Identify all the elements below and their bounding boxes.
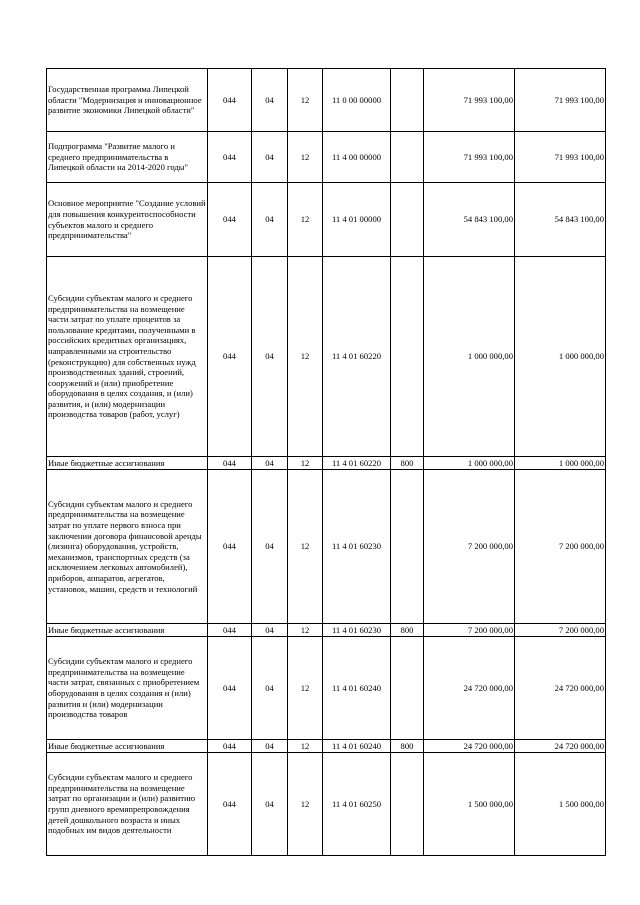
section-code-cell: 04 <box>252 740 288 753</box>
subsection-code-cell: 12 <box>288 69 323 132</box>
expense-type-cell <box>391 69 424 132</box>
amount-cell-2: 71 993 100,00 <box>515 69 606 132</box>
section-code-cell: 04 <box>252 132 288 183</box>
ministry-code-cell: 044 <box>208 457 252 470</box>
amount-cell-1: 7 200 000,00 <box>424 624 515 637</box>
amount-cell-1: 71 993 100,00 <box>424 132 515 183</box>
section-code-cell: 04 <box>252 183 288 257</box>
row-name-cell: Государственная программа Липецкой области "Модернизация и инновационное развитие экономики Липецкой области" <box>47 69 208 132</box>
amount-cell-2: 71 993 100,00 <box>515 132 606 183</box>
target-article-cell: 11 4 01 60240 <box>323 637 391 740</box>
row-name-cell: Иные бюджетные ассигнования <box>47 457 208 470</box>
section-code-cell: 04 <box>252 470 288 624</box>
amount-cell-1: 24 720 000,00 <box>424 637 515 740</box>
ministry-code-cell: 044 <box>208 132 252 183</box>
row-name-cell: Иные бюджетные ассигнования <box>47 624 208 637</box>
ministry-code-cell: 044 <box>208 257 252 457</box>
amount-cell-1: 1 000 000,00 <box>424 257 515 457</box>
amount-cell-2: 1 000 000,00 <box>515 457 606 470</box>
table-row <box>47 457 606 470</box>
table-row <box>47 257 606 457</box>
amount-cell-2: 24 720 000,00 <box>515 637 606 740</box>
table-row <box>47 753 606 856</box>
row-name-cell: Субсидии субъектам малого и среднего предпринимательства на возмещение затрат по организации и (или) развитию групп дневного времяпрепровождения детей дошкольного возраста и иных подобных им видов деятельности <box>47 753 208 856</box>
expense-type-cell: 800 <box>391 624 424 637</box>
expense-type-cell <box>391 257 424 457</box>
ministry-code-cell: 044 <box>208 183 252 257</box>
expense-type-cell <box>391 470 424 624</box>
subsection-code-cell: 12 <box>288 183 323 257</box>
amount-cell-1: 1 500 000,00 <box>424 753 515 856</box>
target-article-cell: 11 4 01 60220 <box>323 257 391 457</box>
row-name-cell: Субсидии субъектам малого и среднего предпринимательства на возмещение затрат по уплате первого взноса при заключении договора финансовой аренды (лизинга) оборудования, устройств, механизмов, транспортных средств (за исключением легковых автомобилей), приборов, аппаратов, агрегатов, установок, машин, средств и технологий <box>47 470 208 624</box>
expense-type-cell <box>391 753 424 856</box>
amount-cell-1: 1 000 000,00 <box>424 457 515 470</box>
expense-type-cell <box>391 637 424 740</box>
amount-cell-1: 24 720 000,00 <box>424 740 515 753</box>
amount-cell-2: 24 720 000,00 <box>515 740 606 753</box>
table-row <box>47 470 606 624</box>
amount-cell-1: 71 993 100,00 <box>424 69 515 132</box>
section-code-cell: 04 <box>252 624 288 637</box>
row-name-cell: Субсидии субъектам малого и среднего предпринимательства на возмещение части затрат, связанных с приобретением оборудования в целях создания и (или) развития и (или) модернизации производства товаров <box>47 637 208 740</box>
ministry-code-cell: 044 <box>208 740 252 753</box>
ministry-code-cell: 044 <box>208 624 252 637</box>
table-row <box>47 183 606 257</box>
table-row <box>47 132 606 183</box>
subsection-code-cell: 12 <box>288 457 323 470</box>
amount-cell-2: 1 000 000,00 <box>515 257 606 457</box>
subsection-code-cell: 12 <box>288 753 323 856</box>
subsection-code-cell: 12 <box>288 257 323 457</box>
budget-table <box>46 68 606 856</box>
amount-cell-2: 1 500 000,00 <box>515 753 606 856</box>
ministry-code-cell: 044 <box>208 753 252 856</box>
section-code-cell: 04 <box>252 457 288 470</box>
subsection-code-cell: 12 <box>288 470 323 624</box>
amount-cell-1: 54 843 100,00 <box>424 183 515 257</box>
subsection-code-cell: 12 <box>288 740 323 753</box>
ministry-code-cell: 044 <box>208 637 252 740</box>
target-article-cell: 11 4 01 60250 <box>323 753 391 856</box>
table-row <box>47 624 606 637</box>
target-article-cell: 11 4 01 00000 <box>323 183 391 257</box>
table-row <box>47 740 606 753</box>
subsection-code-cell: 12 <box>288 637 323 740</box>
section-code-cell: 04 <box>252 69 288 132</box>
expense-type-cell <box>391 183 424 257</box>
target-article-cell: 11 0 00 00000 <box>323 69 391 132</box>
row-name-cell: Субсидии субъектам малого и среднего предпринимательства на возмещение части затрат по уплате процентов за пользование кредитами, полученными в российских кредитных организациях, направленными на строительство (реконструкцию) для собственных нужд производственных зданий, строений, сооружений и (или) приобретение оборудования в целях создания, и (или) развития, и (или) модернизации производства товаров (работ, услуг) <box>47 257 208 457</box>
target-article-cell: 11 4 01 60240 <box>323 740 391 753</box>
subsection-code-cell: 12 <box>288 624 323 637</box>
amount-cell-2: 54 843 100,00 <box>515 183 606 257</box>
row-name-cell: Подпрограмма "Развитие малого и среднего предпринимательства в Липецкой области на 2014-2020 годы" <box>47 132 208 183</box>
target-article-cell: 11 4 01 60230 <box>323 470 391 624</box>
expense-type-cell: 800 <box>391 740 424 753</box>
table-row <box>47 637 606 740</box>
ministry-code-cell: 044 <box>208 69 252 132</box>
amount-cell-2: 7 200 000,00 <box>515 624 606 637</box>
row-name-cell: Основное мероприятие "Создание условий для повышения конкурентоспособности субъектов малого и среднего предпринимательства" <box>47 183 208 257</box>
table-row <box>47 69 606 132</box>
row-name-cell: Иные бюджетные ассигнования <box>47 740 208 753</box>
amount-cell-1: 7 200 000,00 <box>424 470 515 624</box>
ministry-code-cell: 044 <box>208 470 252 624</box>
amount-cell-2: 7 200 000,00 <box>515 470 606 624</box>
target-article-cell: 11 4 00 00000 <box>323 132 391 183</box>
target-article-cell: 11 4 01 60220 <box>323 457 391 470</box>
section-code-cell: 04 <box>252 637 288 740</box>
section-code-cell: 04 <box>252 753 288 856</box>
target-article-cell: 11 4 01 60230 <box>323 624 391 637</box>
expense-type-cell: 800 <box>391 457 424 470</box>
subsection-code-cell: 12 <box>288 132 323 183</box>
section-code-cell: 04 <box>252 257 288 457</box>
expense-type-cell <box>391 132 424 183</box>
